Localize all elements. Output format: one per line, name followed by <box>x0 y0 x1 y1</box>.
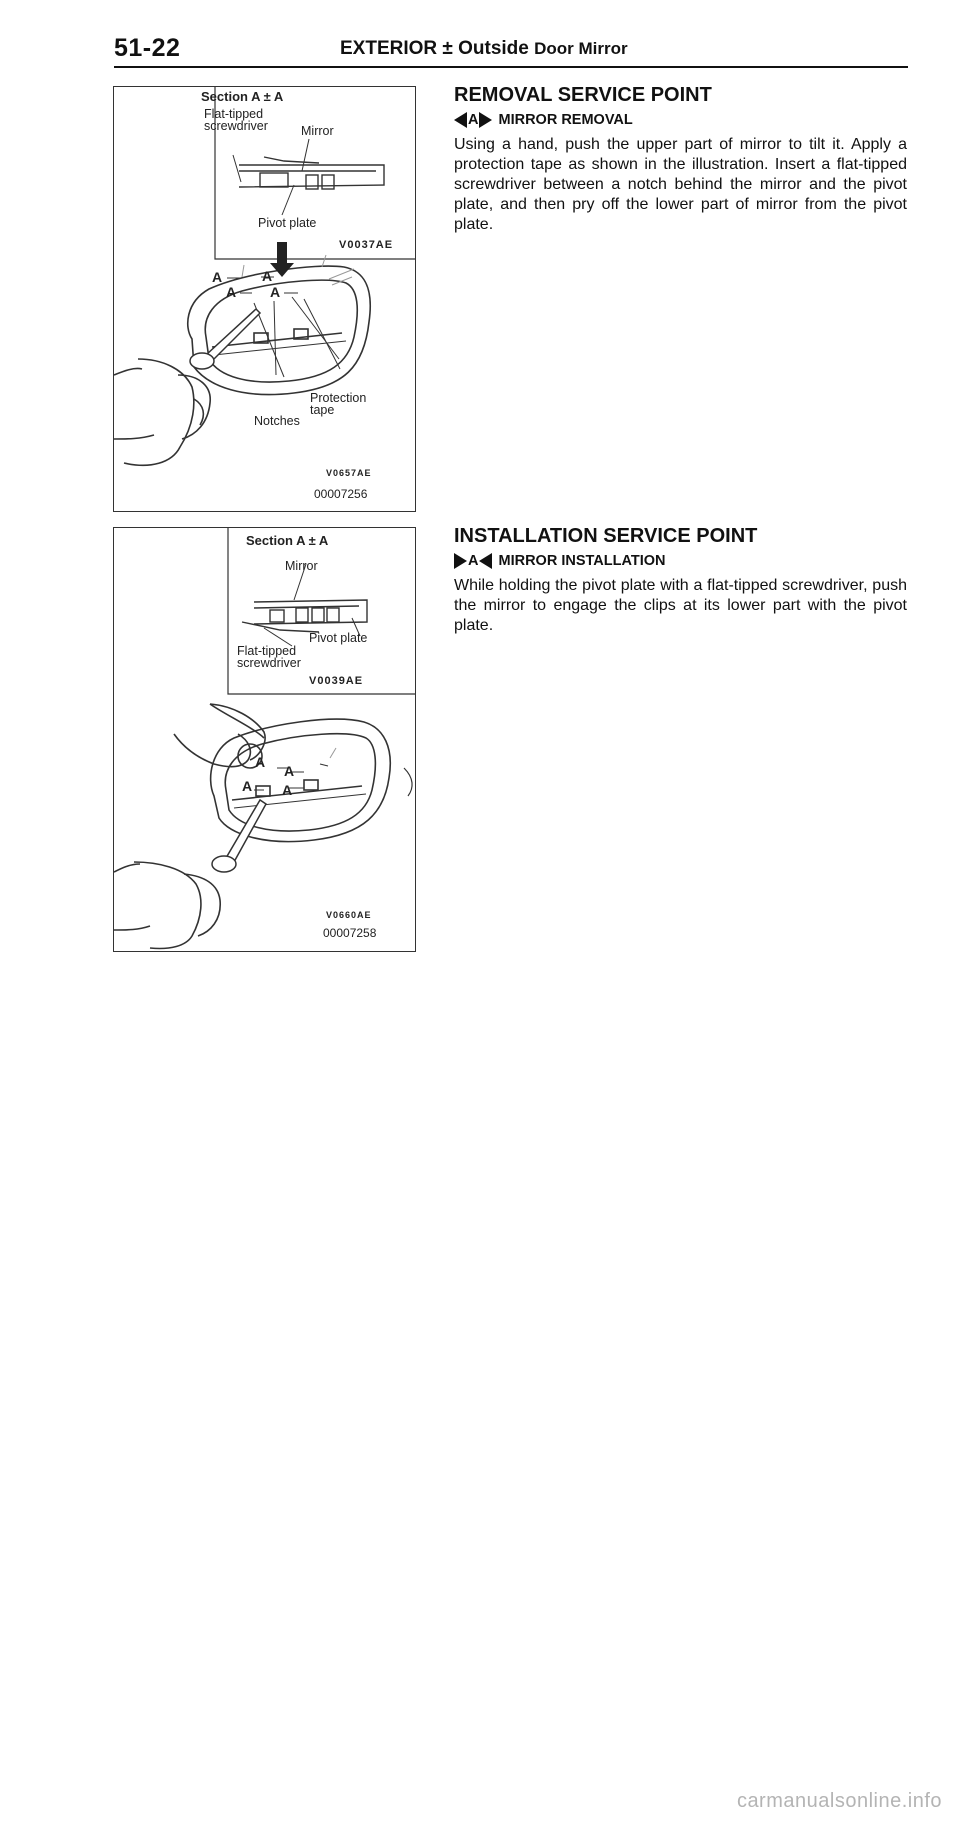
mirror-label: Mirror <box>301 124 334 138</box>
tape-label: tape <box>310 403 335 417</box>
protection-label: Protection <box>310 391 367 405</box>
section-marker-a: A <box>226 284 237 300</box>
figure-number: 00007256 <box>314 487 368 501</box>
installation-subheading <box>454 553 665 569</box>
figure-removal <box>113 86 416 512</box>
screwdriver-label: screwdriver <box>237 656 301 670</box>
pivot-plate-label: Pivot plate <box>309 631 368 645</box>
section-marker-a: A <box>242 778 253 794</box>
section-label: Section A ± A <box>246 533 329 548</box>
removal-subheading-text: MIRROR REMOVAL <box>498 112 633 128</box>
figure-code: V0660AE <box>326 910 372 920</box>
right-triangle-icon <box>454 553 467 569</box>
section-marker-a: A <box>212 269 223 285</box>
notches-label: Notches <box>254 414 300 428</box>
removal-heading: REMOVAL SERVICE POINT <box>454 84 712 106</box>
page-number: 51-22 <box>114 34 181 62</box>
inset-figure-code: V0037AE <box>339 239 394 251</box>
installation-marker-letter: A <box>468 553 479 569</box>
figure-installation <box>113 527 416 952</box>
flat-tipped-label: Flat-tipped <box>204 107 264 121</box>
figure-code: V0657AE <box>326 468 372 478</box>
header-title-sub: Door Mirror <box>534 39 628 58</box>
pivot-plate-label: Pivot plate <box>258 216 317 230</box>
inset-figure-code: V0039AE <box>309 675 364 687</box>
installation-illustration <box>114 528 415 951</box>
section-label: Section A ± A <box>201 89 284 104</box>
header-rule <box>114 66 908 68</box>
page-header-title <box>340 38 628 60</box>
installation-paragraph: While holding the pivot plate with a flat-tipped screwdriver, push the mirror to engage the clips at its lower part with the pivot plate. <box>454 577 907 634</box>
flat-tipped-label: Flat-tipped <box>237 644 297 658</box>
figure-number: 00007258 <box>323 926 377 940</box>
left-triangle-icon <box>454 112 467 128</box>
screwdriver-label: screwdriver <box>204 119 268 133</box>
section-marker-a: A <box>262 268 273 284</box>
removal-marker-letter: A <box>468 112 479 128</box>
section-marker-a: A <box>270 284 281 300</box>
removal-illustration <box>114 87 415 511</box>
header-title-main: EXTERIOR ± Outside <box>340 38 529 59</box>
right-triangle-icon <box>479 112 492 128</box>
removal-paragraph: Using a hand, push the upper part of mirror to tilt it. Apply a protection tape as shown in the illustration. Insert a flat-tipped screwdriver between a notch behind the mirror and the pivot plate, and then pry off the lower part of mirror from the pivot plate. <box>454 136 907 233</box>
section-marker-a: A <box>284 763 295 779</box>
removal-subheading <box>454 112 633 128</box>
installation-heading: INSTALLATION SERVICE POINT <box>454 525 758 547</box>
section-marker-a: A <box>255 754 266 770</box>
watermark: carmanualsonline.info <box>736 1790 942 1812</box>
installation-subheading-text: MIRROR INSTALLATION <box>498 553 666 569</box>
mirror-label: Mirror <box>285 559 318 573</box>
section-marker-a: A <box>282 782 293 798</box>
left-triangle-icon <box>479 553 492 569</box>
